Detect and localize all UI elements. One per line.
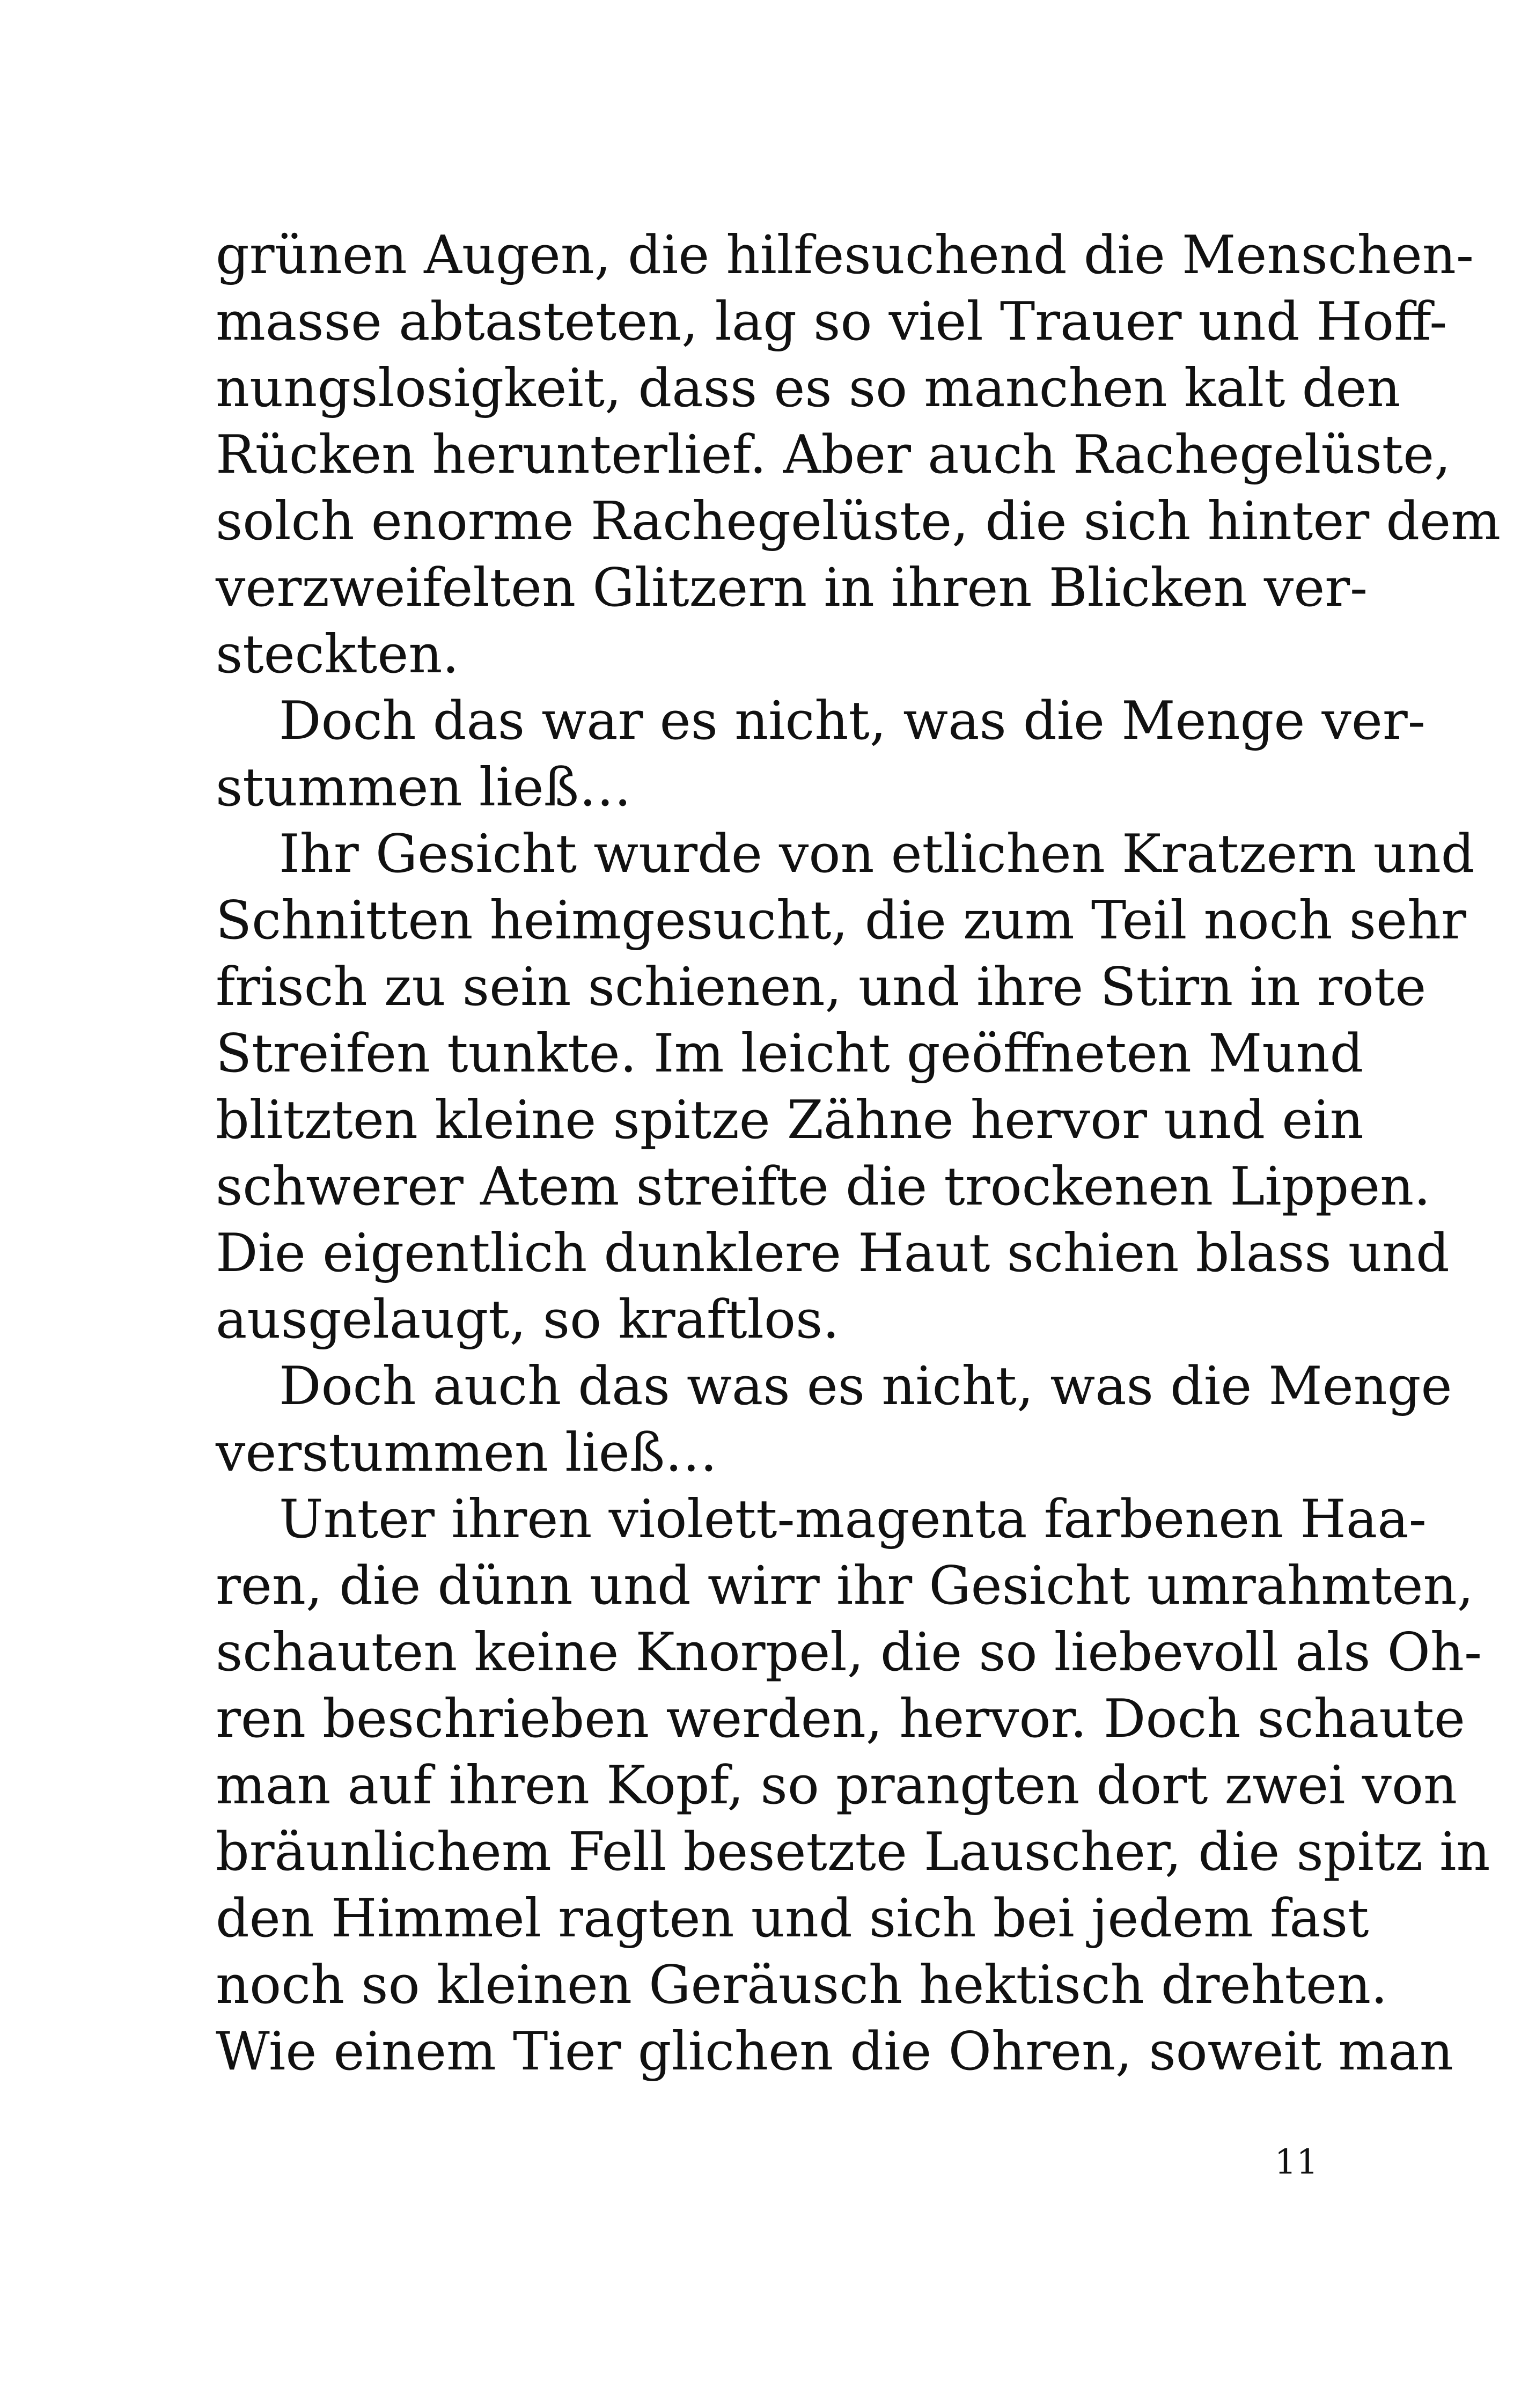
text-line: ren, die dünn und wirr ihr Gesicht umrahmten, bbox=[216, 1555, 1474, 1617]
text-line: nungslosigkeit, dass es so manchen kalt den bbox=[216, 358, 1401, 419]
text-line: ausgelaugt, so kraftlos. bbox=[216, 1289, 840, 1350]
text-line: noch so kleinen Geräusch hektisch drehten. bbox=[216, 1955, 1388, 2016]
page-number: 11 bbox=[1274, 2142, 1318, 2182]
text-line: Rücken herunterlief. Aber auch Rachegelüste, bbox=[216, 424, 1451, 486]
text-line: Doch das war es nicht, was die Menge ver- bbox=[279, 691, 1426, 752]
text-line: verzweifelten Glitzern in ihren Blicken ver- bbox=[216, 557, 1368, 619]
text-line: grünen Augen, die hilfesuchend die Menschen- bbox=[216, 225, 1474, 286]
text-line: blitzten kleine spitze Zähne hervor und ein bbox=[216, 1090, 1364, 1151]
text-line: Schnitten heimgesucht, die zum Teil noch sehr bbox=[216, 890, 1466, 951]
text-line: Wie einem Tier glichen die Ohren, soweit man bbox=[216, 2021, 1453, 2082]
text-line: Doch auch das was es nicht, was die Menge bbox=[279, 1356, 1452, 1417]
text-line: stummen ließ… bbox=[216, 757, 632, 818]
text-line: schwerer Atem streifte die trockenen Lippen. bbox=[216, 1156, 1431, 1217]
body-text bbox=[216, 222, 1501, 2085]
text-line: den Himmel ragten und sich bei jedem fast bbox=[216, 1888, 1369, 1949]
text-line: masse abtasteten, lag so viel Trauer und Hoff- bbox=[216, 291, 1447, 353]
text-line: bräunlichem Fell besetzte Lauscher, die spitz in bbox=[216, 1822, 1490, 1883]
text-line: Unter ihren violett-magenta farbenen Haa- bbox=[279, 1489, 1427, 1550]
text-line: solch enorme Rachegelüste, die sich hinter dem bbox=[216, 491, 1501, 552]
text-line: Die eigentlich dunklere Haut schien blass und bbox=[216, 1223, 1450, 1284]
text-line: Ihr Gesicht wurde von etlichen Kratzern und bbox=[279, 824, 1475, 885]
text-line: ren beschrieben werden, hervor. Doch schaute bbox=[216, 1688, 1465, 1750]
text-line: frisch zu sein schienen, und ihre Stirn in rote bbox=[216, 957, 1427, 1018]
text-line: steckten. bbox=[216, 624, 459, 685]
text-line: schauten keine Knorpel, die so liebevoll als Oh- bbox=[216, 1622, 1482, 1683]
text-line: Streifen tunkte. Im leicht geöffneten Mund bbox=[216, 1023, 1364, 1084]
text-line: man auf ihren Kopf, so prangten dort zwei von bbox=[216, 1755, 1458, 1816]
text-line: verstummen ließ… bbox=[216, 1422, 718, 1484]
